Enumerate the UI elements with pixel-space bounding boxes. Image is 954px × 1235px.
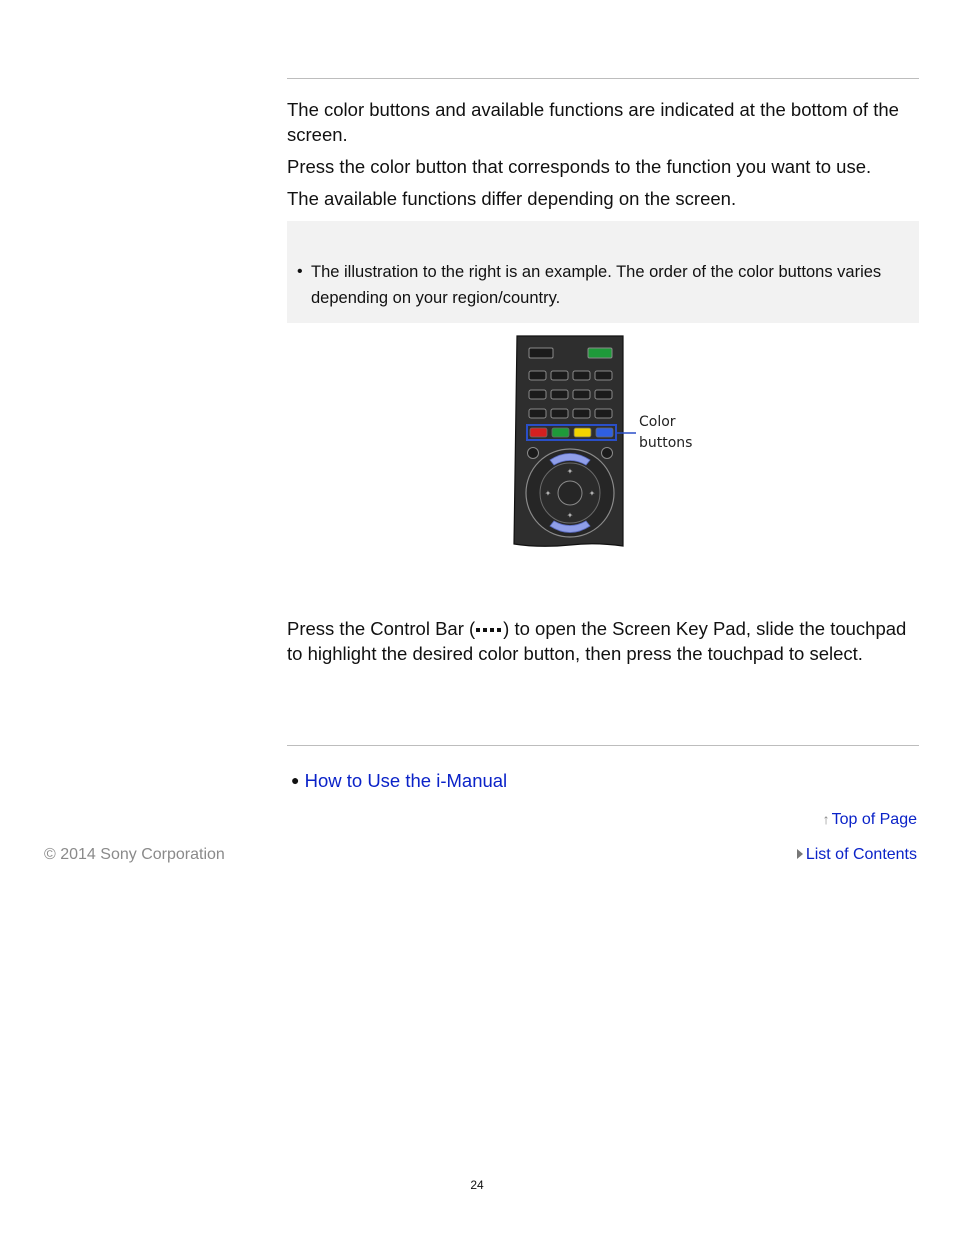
callout-line-2: buttons [639,435,693,451]
top-divider [287,78,919,79]
intro-paragraph-3: The available functions differ depending on the screen. [287,188,737,209]
bottom-divider [287,745,919,746]
top-of-page-link[interactable]: Top of Page [831,811,917,828]
touchpad-text-before: Press the Control Bar ( [287,618,476,639]
page-number: 24 [470,1178,484,1192]
intro-paragraph-2: Press the color button that corresponds to the function you want to use. [287,156,872,177]
svg-text:✦: ✦ [566,467,574,476]
remote-control-icon [510,335,630,551]
note-text: The illustration to the right is an example. The order of the color buttons varies depending on your region/country. [311,263,882,307]
list-of-contents-nav [797,846,917,864]
svg-text:✦: ✦ [566,511,574,520]
touchpad-text-after: ) to open the Screen Key Pad, slide the touchpad to highlight the desired color button, then press the touchpad to select. [287,618,907,664]
color-buttons-callout [639,412,692,454]
bullet-icon: • [297,263,303,280]
triangle-right-icon [797,849,803,859]
note-box [287,221,919,323]
bullet-icon: ● [291,772,300,788]
top-of-page-nav [823,811,917,829]
note-item [297,259,907,311]
related-topics [291,770,507,792]
remote-control-illustration [510,335,630,556]
svg-text:✦: ✦ [588,489,596,498]
control-bar-icon [475,615,503,640]
intro-paragraph-1: The color buttons and available functions are indicated at the bottom of the screen. [287,99,899,145]
how-to-use-i-manual-link[interactable]: How to Use the i-Manual [304,770,508,791]
callout-line-1: Color [639,414,676,430]
callout-line [616,431,638,435]
arrow-up-icon: ↑ [822,811,830,827]
list-of-contents-link[interactable]: List of Contents [805,846,917,863]
copyright: © 2014 Sony Corporation [44,846,225,863]
touchpad-paragraph [287,615,919,666]
svg-text:✦: ✦ [544,489,552,498]
